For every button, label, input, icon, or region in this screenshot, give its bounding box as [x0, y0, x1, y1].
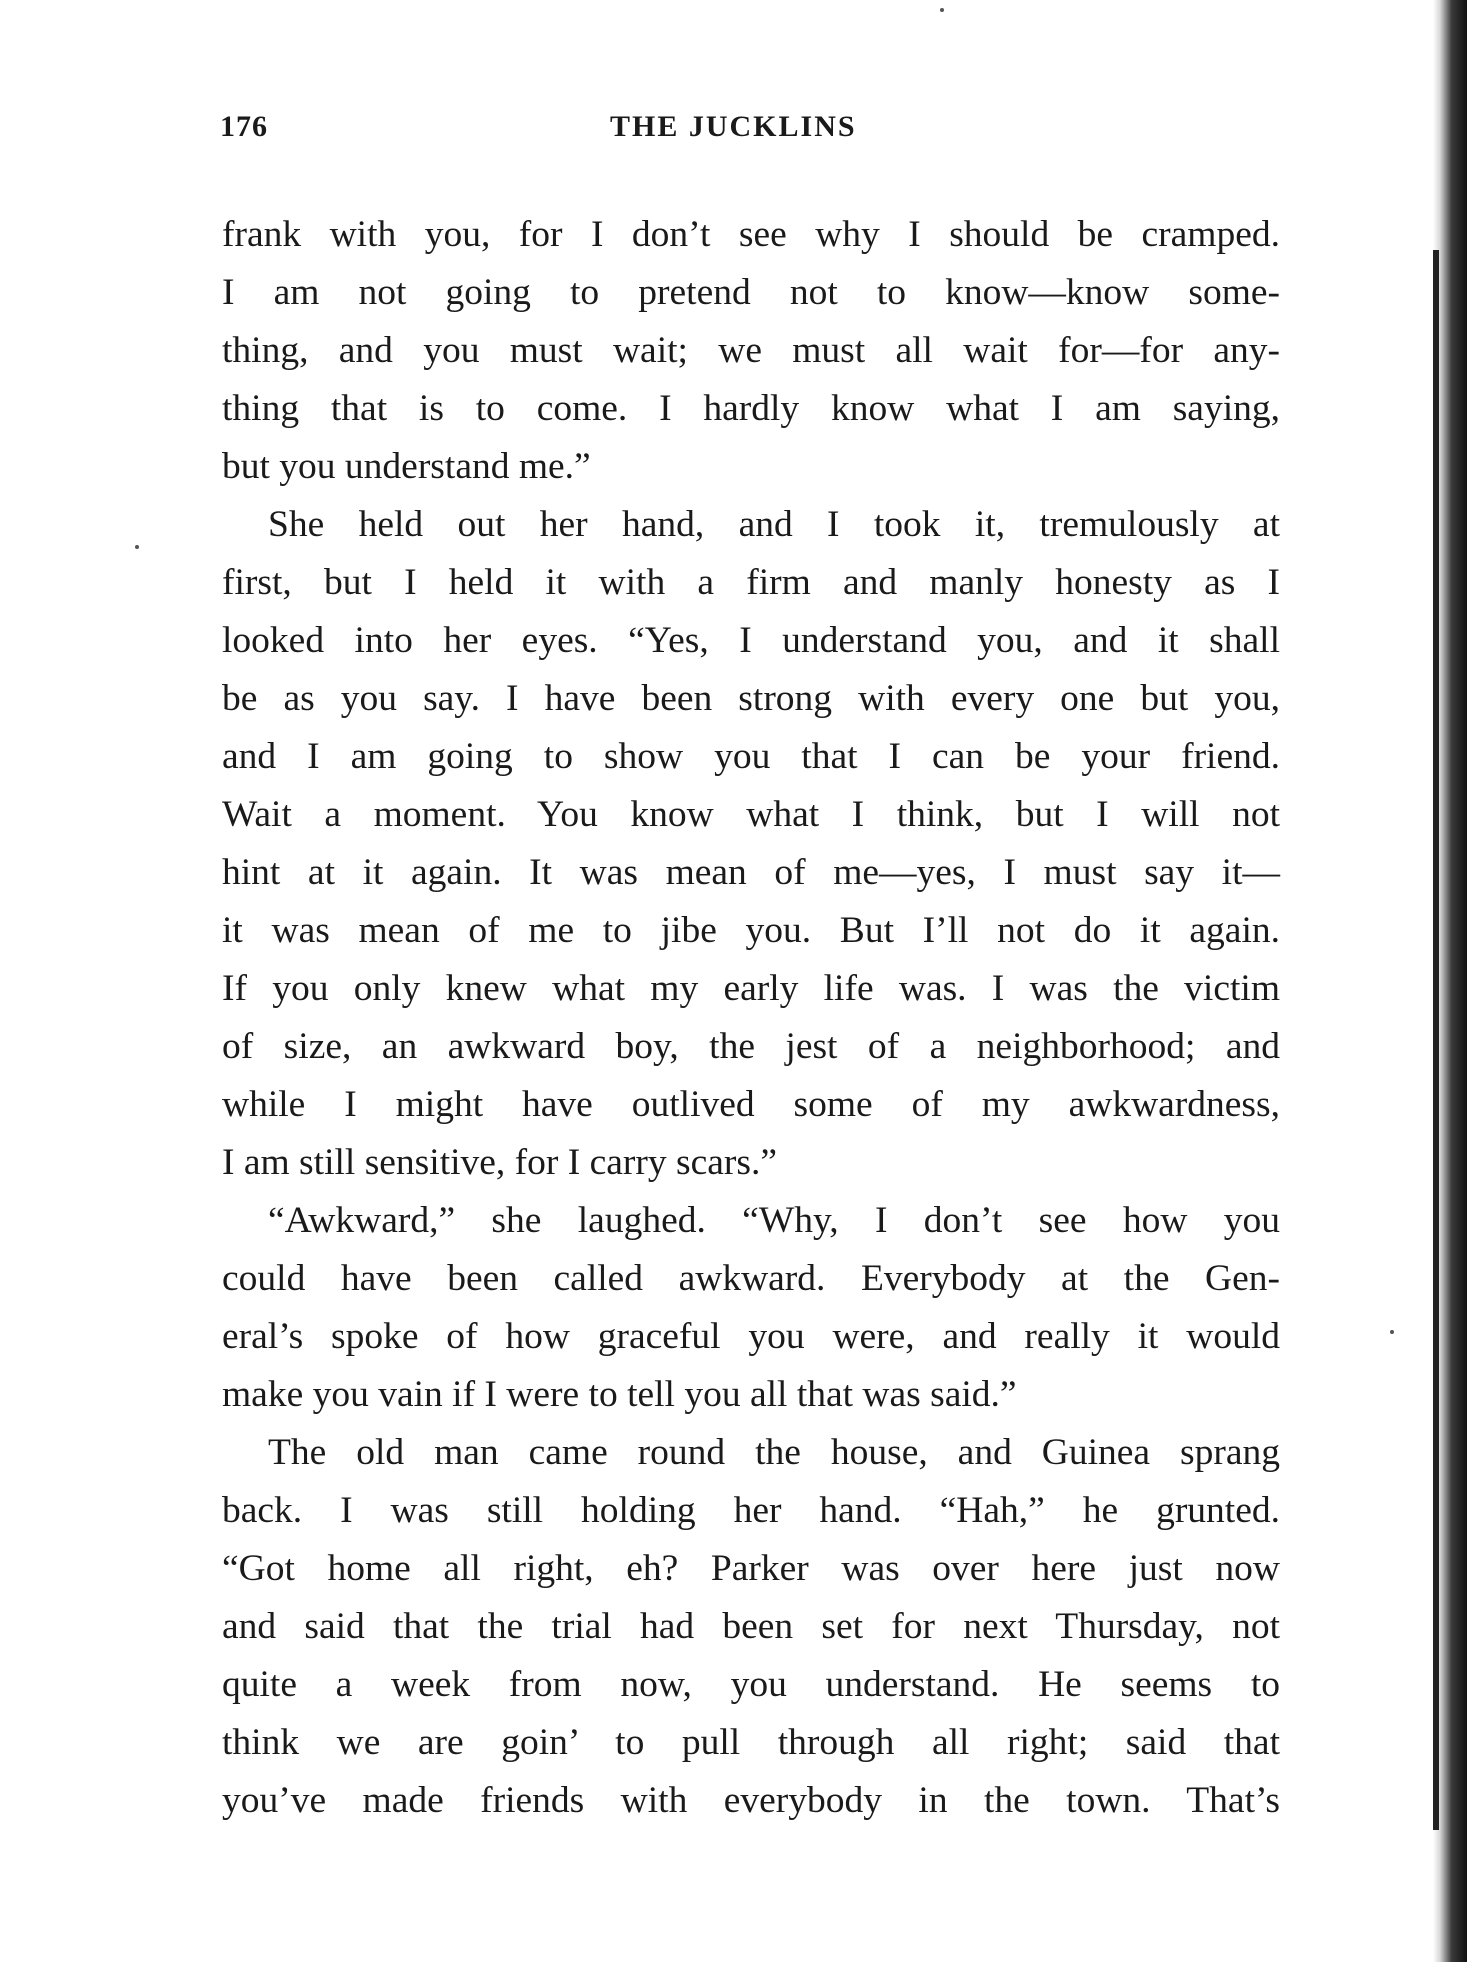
- scan-speck: [940, 8, 944, 12]
- text-line: back. I was still holding her hand. “Hah,” he grunted.: [222, 1490, 1280, 1531]
- text-line: I am still sensitive, for I carry scars.”: [222, 1142, 778, 1183]
- text-line: make you vain if I were to tell you all that was said.”: [222, 1374, 1017, 1415]
- text-line: first, but I held it with a firm and manly honesty as I: [222, 562, 1280, 603]
- text-line: be as you say. I have been strong with every one but you,: [222, 678, 1280, 719]
- text-line: hint at it again. It was mean of me—yes, I must say it—: [222, 852, 1280, 893]
- text-line: eral’s spoke of how graceful you were, and really it would: [222, 1316, 1280, 1357]
- scan-speck: [1390, 1330, 1394, 1334]
- text-line: while I might have outlived some of my awkwardness,: [222, 1084, 1280, 1125]
- scan-speck: [135, 545, 139, 549]
- text-line: I am not going to pretend not to know—know some-: [222, 272, 1280, 313]
- scan-shadow-line: [1433, 250, 1439, 1830]
- text-line: and said that the trial had been set for next Thursday, not: [222, 1606, 1280, 1647]
- text-line: looked into her eyes. “Yes, I understand you, and it shall: [222, 620, 1280, 661]
- page-number: 176: [220, 110, 268, 143]
- text-line: quite a week from now, you understand. He seems to: [222, 1664, 1280, 1705]
- text-line: “Awkward,” she laughed. “Why, I don’t see how you: [268, 1200, 1280, 1241]
- text-line: could have been called awkward. Everybody at the Gen-: [222, 1258, 1280, 1299]
- text-line: She held out her hand, and I took it, tremulously at: [268, 504, 1280, 545]
- text-line: of size, an awkward boy, the jest of a neighborhood; and: [222, 1026, 1280, 1067]
- text-line: Wait a moment. You know what I think, but I will not: [222, 794, 1280, 835]
- text-line: and I am going to show you that I can be your friend.: [222, 736, 1280, 777]
- text-line: you’ve made friends with everybody in the town. That’s: [222, 1780, 1280, 1821]
- text-line: If you only knew what my early life was. I was the victim: [222, 968, 1280, 1009]
- text-line: The old man came round the house, and Guinea sprang: [268, 1432, 1280, 1473]
- body-text: [222, 206, 1280, 1830]
- text-line: it was mean of me to jibe you. But I’ll not do it again.: [222, 910, 1280, 951]
- running-title: THE JUCKLINS: [610, 110, 857, 143]
- scan-binding-edge: [1433, 0, 1467, 1962]
- text-line: thing that is to come. I hardly know what I am saying,: [222, 388, 1280, 429]
- page-header: [220, 110, 1280, 160]
- text-line: but you understand me.”: [222, 446, 591, 487]
- text-line: “Got home all right, eh? Parker was over here just now: [222, 1548, 1280, 1589]
- text-line: thing, and you must wait; we must all wait for—for any-: [222, 330, 1280, 371]
- text-line: frank with you, for I don’t see why I should be cramped.: [222, 214, 1280, 255]
- text-line: think we are goin’ to pull through all right; said that: [222, 1722, 1280, 1763]
